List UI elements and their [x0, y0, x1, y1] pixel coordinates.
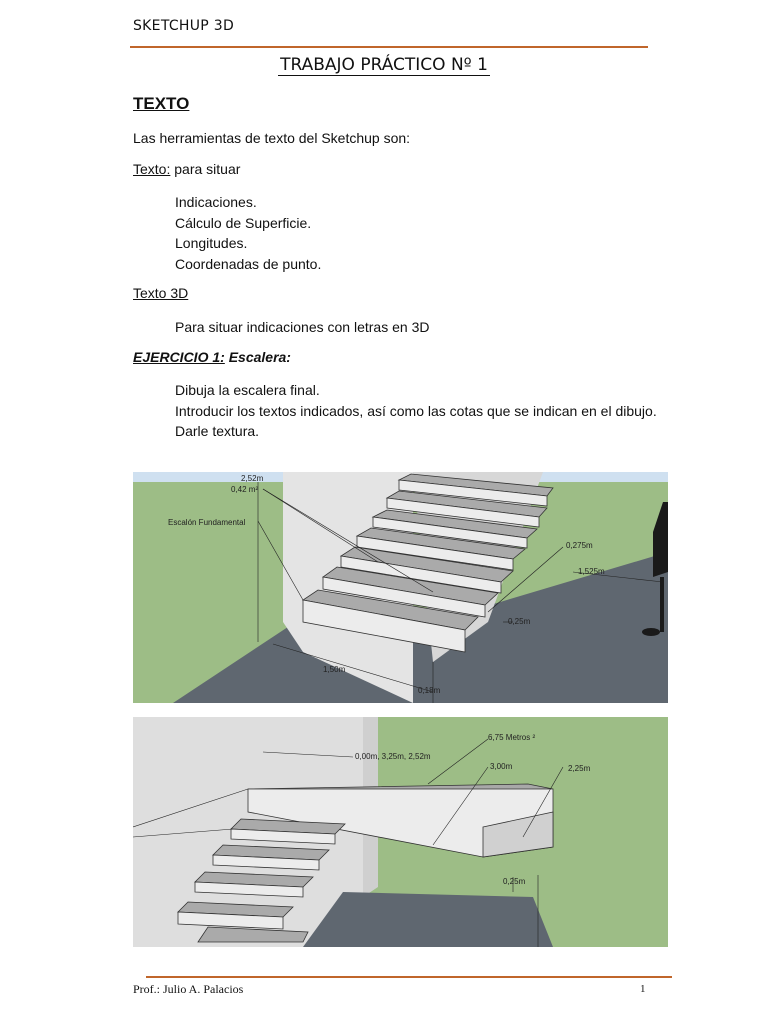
texto-label: Texto: [133, 161, 171, 177]
texto3d-desc: Para situar indicaciones con letras en 3D [175, 319, 430, 335]
label-base: 1,50m [323, 665, 346, 674]
exercise-title: Escalera: [224, 349, 291, 365]
footer-rule [146, 976, 672, 978]
page-number: 1 [640, 983, 646, 995]
list-item: Dibuja la escalera final. [175, 382, 320, 398]
footer-author: Prof.: Julio A. Palacios [133, 982, 244, 996]
header-title: SKETCHUP 3D [133, 18, 235, 34]
section-heading: TEXTO [133, 94, 190, 113]
list-item: Indicaciones. [175, 194, 257, 210]
list-item: Cálculo de Superficie. [175, 214, 312, 231]
label-width: 1,525m [578, 567, 605, 576]
list-item: Longitudes. [175, 235, 248, 251]
texto-items-list [175, 192, 321, 274]
label-area: 6,75 Metros ² [488, 733, 536, 742]
list-item: Darle textura. [175, 423, 260, 439]
label-thickness: 0,25m [503, 877, 526, 886]
header-rule [130, 46, 648, 48]
staircase-illustration [133, 472, 668, 703]
list-item: Coordenadas de punto. [175, 255, 322, 272]
document-title [0, 55, 768, 75]
exercise-label: EJERCICIO 1: [133, 349, 225, 365]
staircase-figure [133, 472, 668, 703]
label-length: 3,00m [490, 762, 513, 771]
label-riser: 0,18m [418, 686, 441, 695]
section-intro: Las herramientas de texto del Sketchup son: [133, 130, 411, 146]
texto-desc: para situar [170, 161, 241, 177]
list-item: Introducir los textos indicados, así como las cotas que se indican en el dibujo. [175, 402, 657, 419]
exercise-heading [133, 349, 291, 365]
document-title-text: TRABAJO PRÁCTICO Nº 1 [280, 55, 488, 75]
exercise-steps-list [175, 380, 657, 442]
label-length: 2,52m [241, 474, 264, 483]
landing-figure [133, 717, 668, 947]
label-step: Escalón Fundamental [168, 518, 246, 527]
texto-line [133, 161, 240, 177]
label-coords: 0,00m, 3,25m, 2,52m [355, 752, 431, 761]
label-tread: 0,275m [566, 541, 593, 550]
label-width: 2,25m [568, 764, 591, 773]
label-area: 0,42 m² [231, 485, 259, 494]
landing-illustration [133, 717, 668, 947]
texto3d-label: Texto 3D [133, 285, 189, 301]
label-riser-top: 0,25m [508, 617, 531, 626]
